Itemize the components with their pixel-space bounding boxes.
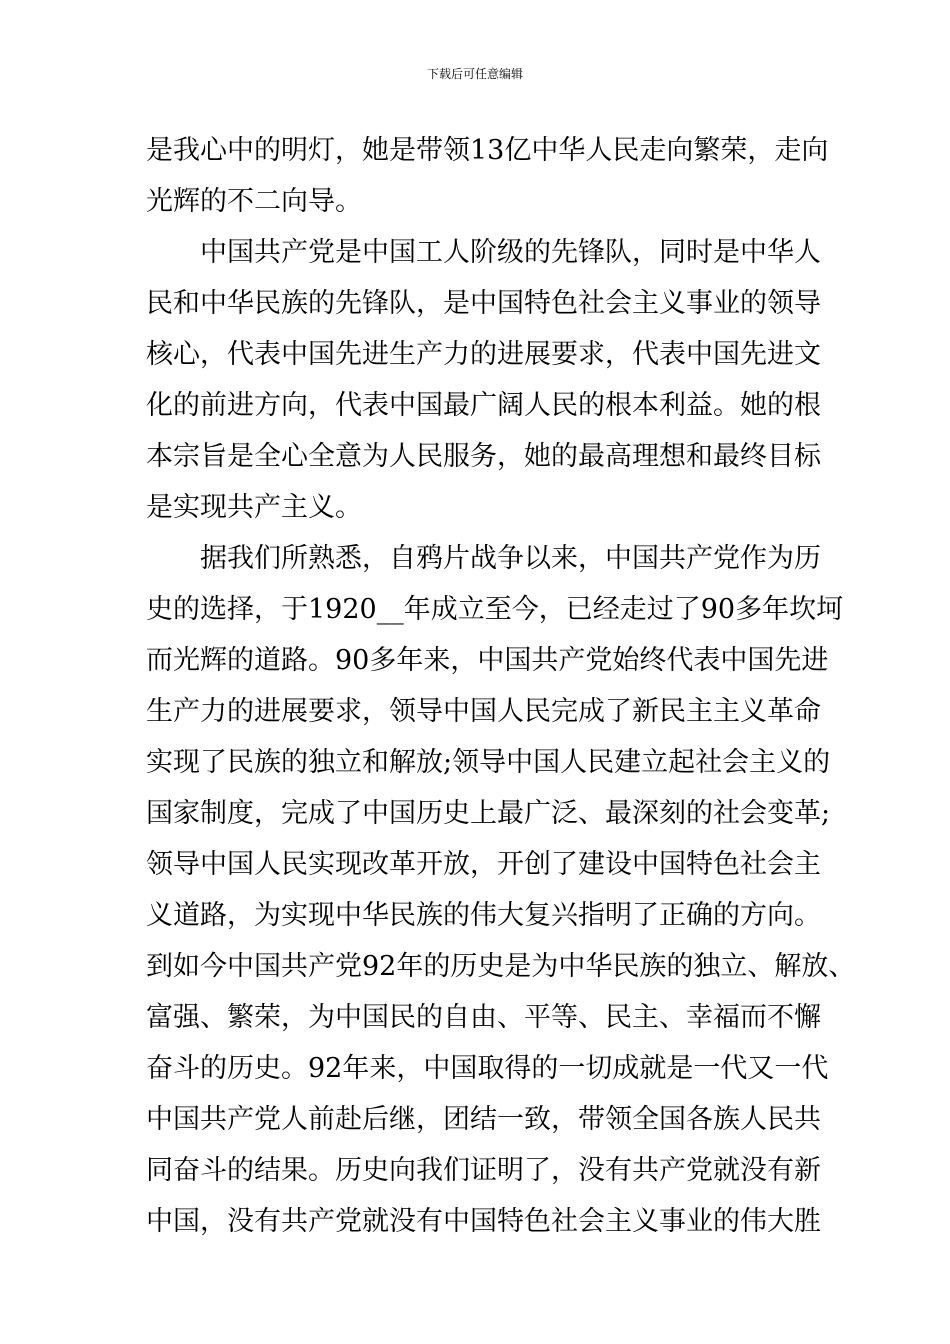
text-line: 本宗旨是全心全意为人民服务，她的最高理想和最终目标 (146, 441, 821, 472)
text-line: 富强、繁荣，为中国民的自由、平等、民主、幸福而不懈 (146, 1002, 821, 1033)
text-line: 是实现共产主义。 (146, 492, 362, 523)
text-line: 领导中国人民实现改革开放，开创了建设中国特色社会主 (146, 849, 821, 880)
text-line: 到如今中国共产党92年的历史是为中华民族的独立、解放、 (146, 951, 856, 982)
text-line: 核心，代表中国先进生产力的进展要求，代表中国先进文 (146, 339, 821, 370)
text-line: 同奋斗的结果。历史向我们证明了，没有共产党就没有新 (146, 1155, 821, 1186)
text-line: 化的前进方向，代表中国最广阔人民的根本利益。她的根 (146, 390, 821, 421)
text-line: 民和中华民族的先锋队，是中国特色社会主义事业的领导 (146, 288, 821, 319)
text-line: 义道路，为实现中华民族的伟大复兴指明了正确的方向。 (146, 900, 821, 931)
text-line: 奋斗的历史。92年来，中国取得的一切成就是一代又一代 (146, 1053, 829, 1084)
text-line: 光辉的不二向导。 (146, 186, 362, 217)
text-line: 而光辉的道路。90多年来，中国共产党始终代表中国先进 (146, 645, 829, 676)
text-line: 史的选择，于1920__年成立至今，已经走过了90多年坎坷 (146, 594, 844, 625)
paragraph-first-line: 中国共产党是中国工人阶级的先锋队，同时是中华人 (200, 237, 821, 268)
text-line: 中国，没有共产党就没有中国特色社会主义事业的伟大胜 (146, 1206, 821, 1237)
page-header-caption: 下载后可任意编辑 (426, 67, 523, 81)
text-line: 国家制度，完成了中国历史上最广泛、最深刻的社会变革; (146, 798, 831, 829)
text-line: 中国共产党人前赴后继，团结一致，带领全国各族人民共 (146, 1104, 821, 1135)
text-line: 生产力的进展要求，领导中国人民完成了新民主主义革命 (146, 696, 821, 727)
paragraph-first-line: 据我们所熟悉，自鸦片战争以来，中国共产党作为历 (200, 543, 821, 574)
document-body (146, 125, 856, 1247)
text-line: 实现了民族的独立和解放;领导中国人民建立起社会主义的 (146, 747, 831, 778)
text-line: 是我心中的明灯，她是带领13亿中华人民走向繁荣，走向 (146, 135, 829, 166)
